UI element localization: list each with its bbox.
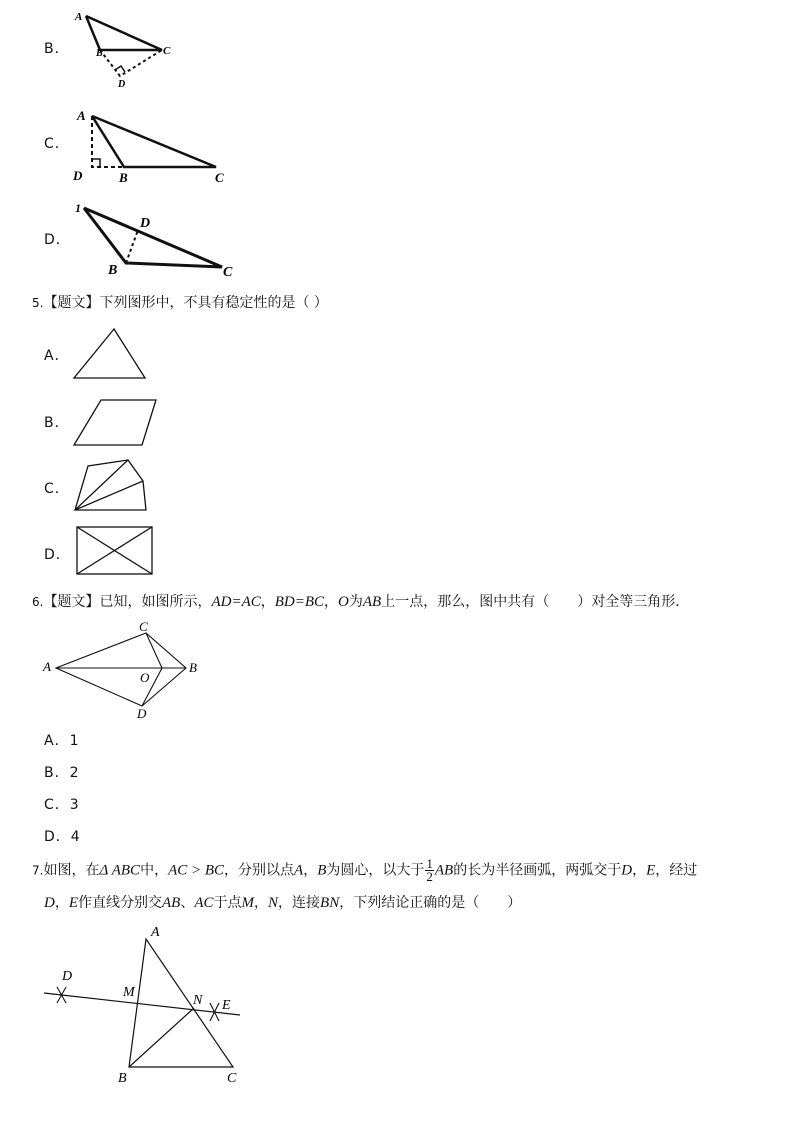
q6-kite-outline (56, 633, 186, 706)
q6-number: 6. (32, 595, 44, 609)
q5-number: 5. (32, 296, 44, 310)
q7-label-a: A (151, 925, 160, 940)
q4-option-b-figure (70, 8, 180, 92)
q4b-label-a: A (75, 11, 83, 23)
q4d-dashed-line (126, 230, 138, 263)
q4-option-c-label: C． (44, 136, 70, 152)
q7-l2-t13: ，下列结论正确的是（ ） (339, 895, 522, 911)
q5-option-d-rectangle (70, 523, 158, 579)
q5-option-c-pentagon (70, 457, 152, 515)
q7-point-e: E (646, 862, 656, 879)
q6-text-3: ， (324, 594, 339, 610)
q6-text-1: 【题文】已知，如图所示， (43, 594, 212, 610)
q6-text-5: 上一点，那么，图中共有（ ）对全等三角形． (381, 594, 690, 610)
q7-l1-t0: 如图，在 (43, 862, 100, 879)
q7-frac-num: 1 (426, 856, 433, 871)
q7-l2-t5: 、 (180, 895, 195, 911)
q5-stem (32, 293, 328, 313)
q4c-label-c: C (215, 170, 224, 185)
q7-l2-t11: ，连接 (278, 895, 321, 911)
q5-option-a-triangle (70, 325, 150, 383)
q6-label-o: O (140, 670, 150, 685)
q5b-parallelogram-shape (74, 400, 156, 445)
q7-l1-t14: ， (632, 862, 647, 879)
q4d-label-a: 1 (75, 201, 81, 215)
q7-l1-t4: ，分别以点 (224, 862, 295, 879)
q5-text: 【题文】下列图形中，不具有稳定性的是（ ） (43, 295, 328, 311)
q6-point-o: O (338, 594, 349, 610)
q6-option-b[interactable]: B．2 (44, 765, 80, 781)
q4d-label-d: D (140, 216, 151, 231)
q7-l2-ab: AB (162, 895, 181, 911)
q7-label-m: M (123, 985, 135, 1000)
q5c-diagonal-2 (75, 481, 143, 510)
q7-l2-t7: 于点 (213, 895, 242, 911)
q6-figure (38, 618, 208, 726)
q7-point-b: B (317, 862, 327, 879)
q6-eq-bd-bc: BD=BC (274, 594, 325, 610)
q6-label-c: C (139, 619, 148, 634)
q4b-label-b: B (96, 48, 103, 59)
q4c-label-b: B (119, 170, 128, 185)
q7-l1-t6: ， (303, 862, 318, 879)
q7-point-a: A (294, 862, 304, 879)
q7-stem-line-2 (44, 893, 521, 913)
q7-l2-m: M (241, 895, 255, 911)
q5-option-c-label: C． (44, 481, 70, 497)
q7-l1-t2: 中， (140, 862, 169, 879)
q4b-label-c: C (163, 45, 171, 57)
q7-l2-n: N (268, 895, 279, 911)
q7-number: 7. (32, 863, 44, 878)
q7-frac-den: 2 (426, 869, 433, 884)
q7-stem-line-1 (32, 858, 697, 883)
q4-option-d-label: D． (44, 232, 71, 248)
q4d-label-c: C (223, 265, 233, 280)
q7-triangle-abc: Δ ABC (99, 862, 141, 879)
q7-ac-gt-bc: AC > BC (168, 862, 225, 879)
q4c-label-a: A (77, 108, 86, 123)
q5c-pentagon-shape (75, 460, 146, 510)
q7-segment-ab: AB (434, 862, 454, 879)
q7-point-d: D (621, 862, 633, 879)
q7-label-d: D (62, 969, 73, 984)
q4b-triangle (86, 16, 162, 50)
q7-line-bn (129, 1008, 194, 1067)
q4d-label-b: B (108, 263, 118, 278)
q4d-triangle (84, 208, 222, 267)
q7-l1-t12: 的长为半径画弧，两弧交于 (453, 862, 622, 879)
q7-l1-t16: ，经过 (655, 862, 698, 879)
q7-label-c: C (227, 1071, 237, 1086)
q6-text-2: ， (260, 594, 275, 610)
q6-text-4: 为 (348, 594, 363, 610)
q7-l2-t1: ， (54, 895, 69, 911)
q7-label-e: E (222, 998, 231, 1013)
q7-l2-t9: ， (254, 895, 269, 911)
q4-option-b-label: B． (44, 41, 70, 57)
q6-option-d[interactable]: D．4 (44, 829, 81, 845)
q7-l2-d: D (44, 895, 55, 911)
q4-option-c-figure (70, 104, 240, 186)
q7-l1-t8: 为圆心，以大于 (326, 862, 425, 879)
q6-label-a: A (43, 659, 51, 674)
q6-line-co (146, 633, 162, 668)
q5-option-d-label: D． (44, 547, 71, 563)
q7-l2-bn: BN (320, 895, 340, 911)
q4b-label-d: D (118, 79, 126, 90)
q6-segment-ab: AB (362, 594, 382, 610)
q4c-triangle (92, 116, 216, 167)
q6-option-c[interactable]: C．3 (44, 797, 80, 813)
q5-option-a-label: A． (44, 348, 70, 364)
q6-stem (32, 592, 689, 612)
q6-eq-ad-ac: AD=AC (211, 594, 261, 610)
q7-fraction-half (425, 858, 434, 883)
q7-label-n: N (193, 993, 203, 1008)
q6-label-d: D (137, 706, 147, 721)
q5a-triangle-shape (74, 329, 145, 378)
q7-label-b: B (118, 1071, 127, 1086)
q4c-right-angle (92, 159, 100, 167)
q7-l2-e: E (68, 895, 79, 911)
q4c-label-d: D (73, 168, 83, 183)
q7-triangle-abc (129, 939, 233, 1067)
q5-option-b-parallelogram (70, 396, 160, 450)
q4b-dotted-lines (100, 50, 162, 76)
q4-option-d-figure (70, 198, 245, 282)
q5-option-b-label: B． (44, 415, 70, 431)
q7-l2-ac: AC (194, 895, 214, 911)
q7-l2-t3: 作直线分别交 (78, 895, 163, 911)
q6-label-b: B (189, 660, 197, 675)
q6-option-a[interactable]: A．1 (44, 733, 80, 749)
q7-figure (38, 920, 253, 1095)
